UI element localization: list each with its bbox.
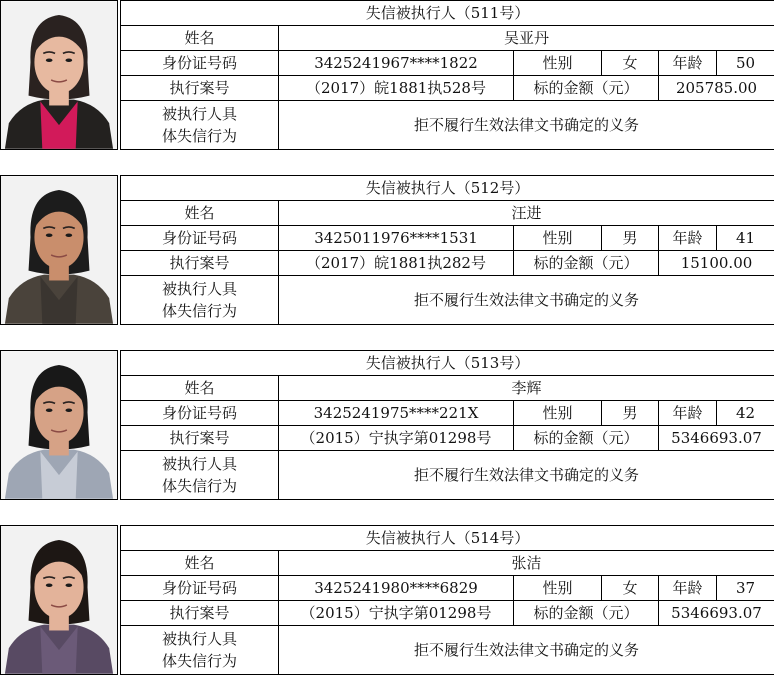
- behavior-label: [121, 101, 279, 150]
- case-number-value: （2017）皖1881执528号: [279, 76, 514, 101]
- age-label: 年龄: [659, 401, 717, 426]
- amount-label: 标的金额（元）: [514, 601, 659, 626]
- record-title: 失信被执行人（511号）: [121, 1, 774, 26]
- case-number-label: 执行案号: [121, 426, 279, 451]
- amount-value: 15100.00: [659, 251, 774, 276]
- case-number-label: 执行案号: [121, 76, 279, 101]
- id-label: 身份证号码: [121, 576, 279, 601]
- record-title: 失信被执行人（513号）: [121, 351, 774, 376]
- id-label: 身份证号码: [121, 401, 279, 426]
- record-table: [120, 0, 774, 150]
- gender-value: 男: [602, 226, 659, 251]
- record-title: 失信被执行人（514号）: [121, 526, 774, 551]
- record-title: 失信被执行人（512号）: [121, 176, 774, 201]
- age-value: 50: [717, 51, 774, 76]
- amount-label: 标的金额（元）: [514, 251, 659, 276]
- amount-value: 5346693.07: [659, 601, 774, 626]
- id-value: 3425241967****1822: [279, 51, 514, 76]
- portrait-image: [1, 351, 117, 499]
- portrait-image: [1, 526, 117, 674]
- case-number-value: （2015）宁执字第01298号: [279, 426, 514, 451]
- age-value: 37: [717, 576, 774, 601]
- gender-value: 男: [602, 401, 659, 426]
- name-label: 姓名: [121, 26, 279, 51]
- behavior-label: [121, 276, 279, 325]
- record-table: [120, 350, 774, 500]
- id-label: 身份证号码: [121, 51, 279, 76]
- case-number-label: 执行案号: [121, 601, 279, 626]
- behavior-label-line2: 体失信行为: [161, 477, 237, 495]
- person-photo: [0, 0, 118, 150]
- record-card: [0, 350, 774, 502]
- person-photo: [0, 175, 118, 325]
- gender-label: 性别: [514, 226, 602, 251]
- amount-label: 标的金额（元）: [514, 76, 659, 101]
- behavior-value: 拒不履行生效法律文书确定的义务: [279, 451, 774, 500]
- gender-label: 性别: [514, 51, 602, 76]
- person-photo: [0, 350, 118, 500]
- name-label: 姓名: [121, 376, 279, 401]
- gender-label: 性别: [514, 576, 602, 601]
- name-label: 姓名: [121, 551, 279, 576]
- case-number-value: （2015）宁执字第01298号: [279, 601, 514, 626]
- age-label: 年龄: [659, 576, 717, 601]
- amount-value: 5346693.07: [659, 426, 774, 451]
- behavior-value: 拒不履行生效法律文书确定的义务: [279, 101, 774, 150]
- amount-value: 205785.00: [659, 76, 774, 101]
- name-value: 李辉: [279, 376, 774, 401]
- gender-label: 性别: [514, 401, 602, 426]
- person-photo: [0, 525, 118, 675]
- age-label: 年龄: [659, 226, 717, 251]
- name-value: 汪进: [279, 201, 774, 226]
- name-value: 张洁: [279, 551, 774, 576]
- id-label: 身份证号码: [121, 226, 279, 251]
- behavior-label-line1: 被执行人具: [161, 455, 237, 473]
- id-value: 3425241980****6829: [279, 576, 514, 601]
- record-card: [0, 0, 774, 152]
- id-value: 3425241975****221X: [279, 401, 514, 426]
- name-label: 姓名: [121, 201, 279, 226]
- gender-value: 女: [602, 51, 659, 76]
- behavior-value: 拒不履行生效法律文书确定的义务: [279, 276, 774, 325]
- portrait-image: [1, 176, 117, 324]
- behavior-label: [121, 626, 279, 675]
- behavior-label: [121, 451, 279, 500]
- behavior-label-line2: 体失信行为: [161, 302, 237, 320]
- record-card: [0, 525, 774, 677]
- name-value: 吴亚丹: [279, 26, 774, 51]
- age-value: 41: [717, 226, 774, 251]
- portrait-image: [1, 1, 117, 149]
- id-value: 3425011976****1531: [279, 226, 514, 251]
- record-table: [120, 175, 774, 325]
- age-label: 年龄: [659, 51, 717, 76]
- behavior-label-line2: 体失信行为: [161, 127, 237, 145]
- case-number-value: （2017）皖1881执282号: [279, 251, 514, 276]
- behavior-label-line2: 体失信行为: [161, 652, 237, 670]
- behavior-label-line1: 被执行人具: [161, 280, 237, 298]
- amount-label: 标的金额（元）: [514, 426, 659, 451]
- behavior-label-line1: 被执行人具: [161, 105, 237, 123]
- record-card: [0, 175, 774, 327]
- age-value: 42: [717, 401, 774, 426]
- record-table: [120, 525, 774, 675]
- behavior-label-line1: 被执行人具: [161, 630, 237, 648]
- gender-value: 女: [602, 576, 659, 601]
- case-number-label: 执行案号: [121, 251, 279, 276]
- behavior-value: 拒不履行生效法律文书确定的义务: [279, 626, 774, 675]
